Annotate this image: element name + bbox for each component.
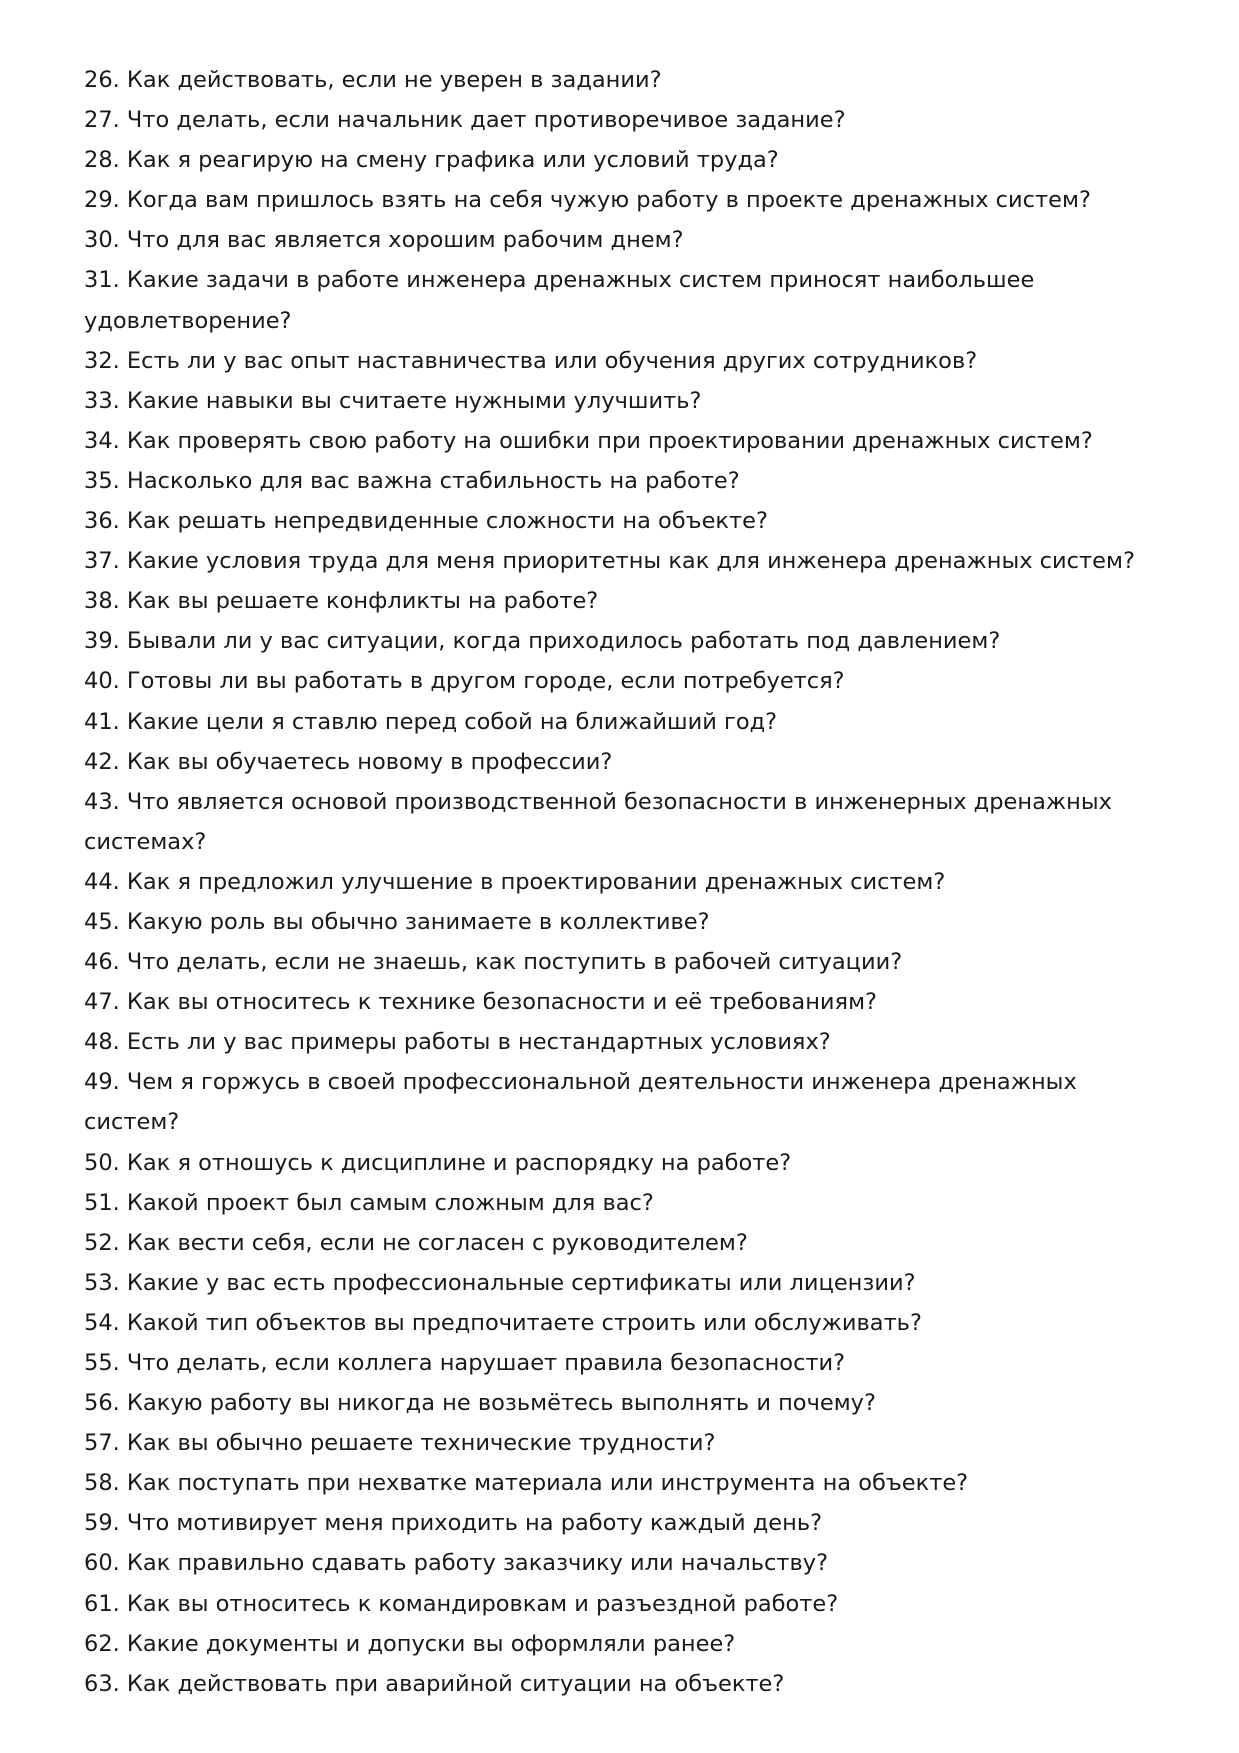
question-56: 56. Какую работу вы никогда не возьмётесь выполнять и почему? — [84, 1390, 876, 1417]
question-26: 26. Как действовать, если не уверен в задании? — [84, 67, 662, 93]
question-46: 46. Что делать, если не знаешь, как поступить в рабочей ситуации? — [84, 949, 903, 976]
question-48: 48. Есть ли у вас примеры работы в нестандартных условиях? — [84, 1029, 831, 1056]
question-50: 50. Как я отношусь к дисциплине и распорядку на работе? — [84, 1149, 792, 1176]
question-28: 28. Как я реагирую на смену графика или условий труда? — [84, 147, 779, 174]
question-40: 40. Готовы ли вы работать в другом городе, если потребуется? — [84, 668, 845, 695]
question-41: 41. Какие цели я ставлю перед собой на ближайший год? — [84, 708, 778, 735]
question-63: 63. Как действовать при аварийной ситуации на объекте? — [84, 1670, 785, 1697]
question-39: 39. Бывали ли у вас ситуации, когда приходилось работать под давлением? — [84, 628, 1001, 655]
question-44: 44. Как я предложил улучшение в проектировании дренажных систем? — [84, 868, 946, 895]
question-38: 38. Как вы решаете конфликты на работе? — [84, 588, 599, 615]
question-58: 58. Как поступать при нехватке материала или инструмента на объекте? — [84, 1470, 969, 1497]
question-49: 49. Чем я горжусь в своей профессиональной деятельности инженера дренажных систем? — [84, 1069, 1077, 1136]
question-52: 52. Как вести себя, если не согласен с руководителем? — [84, 1229, 748, 1256]
question-54: 54. Какой тип объектов вы предпочитаете строить или обслуживать? — [84, 1309, 922, 1336]
question-47: 47. Как вы относитесь к технике безопасности и её требованиям? — [84, 989, 877, 1016]
question-29: 29. Когда вам пришлось взять на себя чужую работу в проекте дренажных систем? — [84, 187, 1091, 214]
question-37: 37. Какие условия труда для меня приоритетны как для инженера дренажных систем? — [84, 548, 1135, 575]
question-53: 53. Какие у вас есть профессиональные сертификаты или лицензии? — [84, 1269, 916, 1296]
question-27: 27. Что делать, если начальник дает противоречивое задание? — [84, 107, 846, 134]
question-33: 33. Какие навыки вы считаете нужными улучшить? — [84, 387, 702, 414]
question-45: 45. Какую роль вы обычно занимаете в коллективе? — [84, 908, 710, 935]
question-35: 35. Насколько для вас важна стабильность на работе? — [84, 467, 740, 494]
question-36: 36. Как решать непредвиденные сложности на объекте? — [84, 508, 768, 535]
question-34: 34. Как проверять свою работу на ошибки при проектировании дренажных систем? — [84, 427, 1093, 454]
question-32: 32. Есть ли у вас опыт наставничества или обучения других сотрудников? — [84, 347, 978, 374]
question-62: 62. Какие документы и допуски вы оформляли ранее? — [84, 1630, 736, 1657]
question-59: 59. Что мотивирует меня приходить на работу каждый день? — [84, 1510, 823, 1537]
question-list — [84, 60, 1164, 1704]
question-30: 30. Что для вас является хорошим рабочим днем? — [84, 227, 684, 254]
question-57: 57. Как вы обычно решаете технические трудности? — [84, 1430, 716, 1457]
question-31: 31. Какие задачи в работе инженера дренажных систем приносят наибольшее удовлетворение? — [84, 267, 1035, 334]
question-42: 42. Как вы обучаетесь новому в профессии? — [84, 748, 613, 775]
question-60: 60. Как правильно сдавать работу заказчику или начальству? — [84, 1550, 829, 1577]
question-61: 61. Как вы относитесь к командировкам и разъездной работе? — [84, 1590, 839, 1617]
question-55: 55. Что делать, если коллега нарушает правила безопасности? — [84, 1350, 846, 1376]
question-51: 51. Какой проект был самым сложным для вас? — [84, 1189, 654, 1216]
question-43: 43. Что является основой производственной безопасности в инженерных дренажных системах? — [84, 788, 1112, 855]
